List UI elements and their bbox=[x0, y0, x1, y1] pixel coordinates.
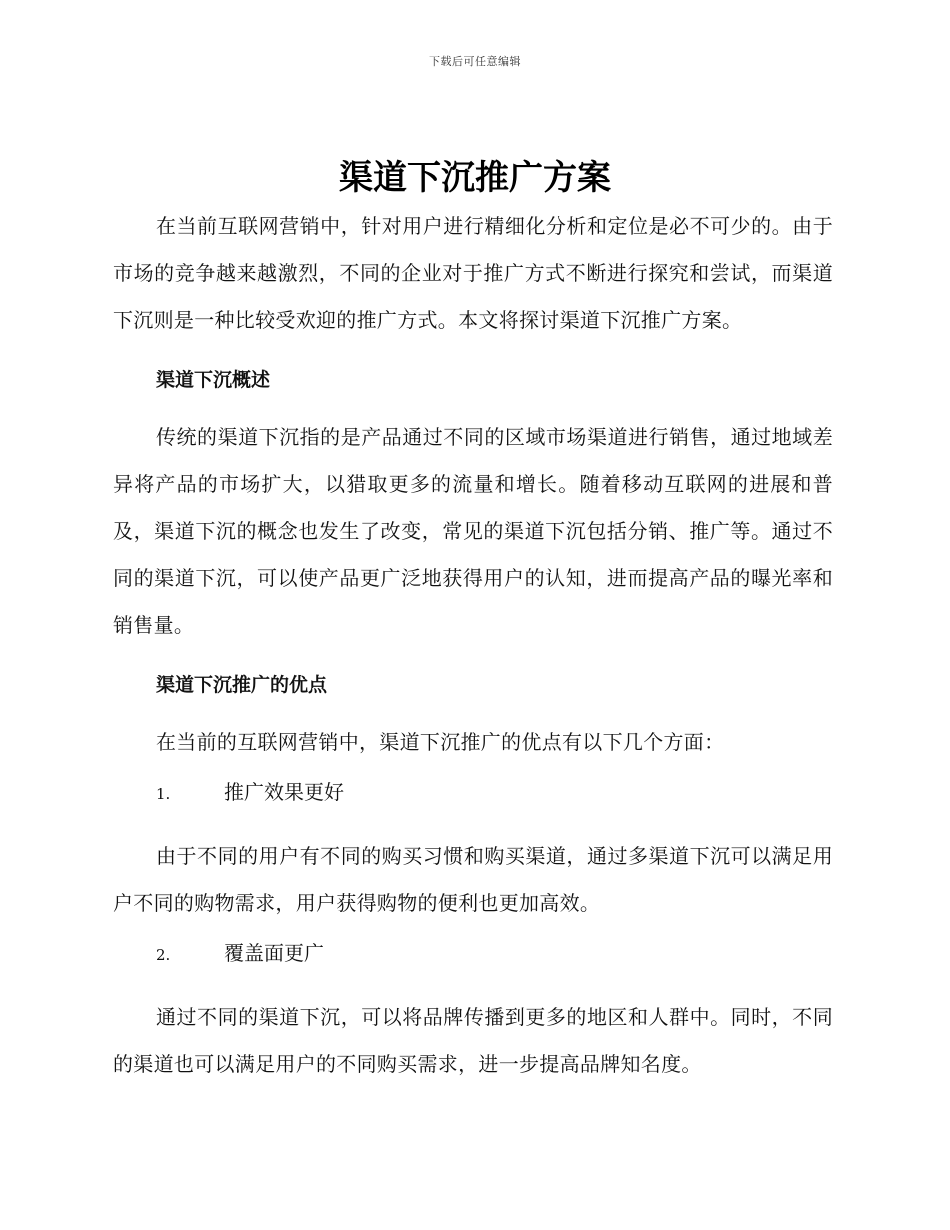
list-item-title: 推广效果更好 bbox=[224, 780, 344, 804]
list-item bbox=[113, 937, 833, 971]
section-heading-advantages: 渠道下沉推广的优点 bbox=[156, 674, 328, 696]
document-title: 渠道下沉推广方案 bbox=[339, 158, 611, 198]
list-item bbox=[113, 776, 833, 810]
section-heading-overview: 渠道下沉概述 bbox=[156, 369, 271, 391]
header-note: 下载后可任意编辑 bbox=[429, 55, 521, 68]
overview-paragraph: 传统的渠道下沉指的是产品通过不同的区域市场渠道进行销售，通过地域差异将产品的市场扩大，以猎取更多的流量和增长。随着移动互联网的进展和普及，渠道下沉的概念也发生了改变，常见的渠道下沉包括分销、推广等。通过不同的渠道下沉，可以使产品更广泛地获得用户的认知，进而提高产品的曝光率和销售量。 bbox=[113, 425, 833, 637]
advantages-lead-paragraph: 在当前的互联网营销中，渠道下沉推广的优点有以下几个方面： bbox=[156, 730, 725, 754]
list-item-number: 1. bbox=[156, 785, 171, 803]
intro-paragraph: 在当前互联网营销中，针对用户进行精细化分析和定位是必不可少的。由于市场的竞争越来越激烈，不同的企业对于推广方式不断进行探究和尝试，而渠道下沉则是一种比较受欢迎的推广方式。本文将探讨渠道下沉推广方案。 bbox=[113, 214, 833, 332]
list-item-number: 2. bbox=[156, 946, 171, 964]
list-item-paragraph: 由于不同的用户有不同的购买习惯和购买渠道，通过多渠道下沉可以满足用户不同的购物需求，用户获得购物的便利也更加高效。 bbox=[113, 844, 833, 915]
document-body bbox=[113, 203, 833, 1098]
list-item-title: 覆盖面更广 bbox=[224, 941, 324, 965]
list-item-paragraph: 通过不同的渠道下沉，可以将品牌传播到更多的地区和人群中。同时，不同的渠道也可以满足用户的不同购买需求，进一步提高品牌知名度。 bbox=[113, 1005, 833, 1076]
